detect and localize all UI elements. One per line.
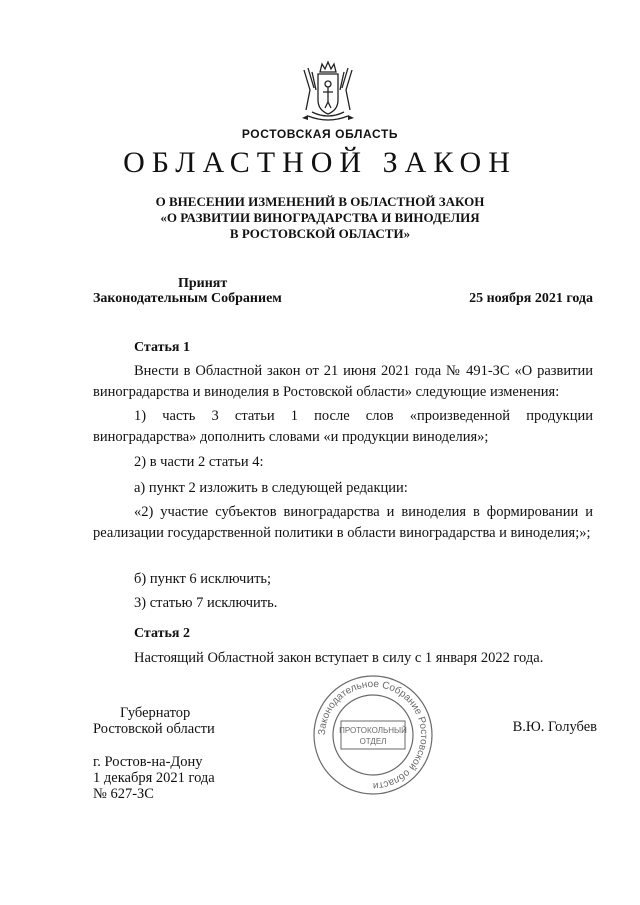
stamp-ring-text: Законодательное Собрание Ростовской области	[316, 678, 430, 792]
signatory-name: В.Ю. Голубев	[512, 719, 597, 735]
law-subtitle	[0, 194, 640, 242]
accepted-by: Законодательным Собранием	[93, 291, 282, 306]
signatory-role-line-2: Ростовской области	[93, 721, 215, 737]
document-type-title: ОБЛАСТНОЙ ЗАКОН	[123, 146, 517, 179]
coat-of-arms-icon	[298, 60, 358, 126]
article-1-title: Статья 1	[134, 340, 190, 355]
signing-place: г. Ростов-на-Дону	[93, 754, 203, 770]
signatory-role-line-1: Губернатор	[120, 705, 191, 721]
subtitle-line: «О РАЗВИТИИ ВИНОГРАДАРСТВА И ВИНОДЕЛИЯ	[160, 210, 480, 225]
article-1-item-2b: б) пункт 6 исключить;	[134, 571, 272, 587]
official-stamp	[311, 673, 435, 797]
accepted-label: Принят	[178, 276, 228, 291]
article-1-item-2a-text: «2) участие субъектов виноградарства и виноделия в формировании и реализации государственной политики в области виноградарства и виноделия;»;	[93, 504, 593, 541]
region-name: РОСТОВСКАЯ ОБЛАСТЬ	[241, 127, 399, 141]
article-1-item-1: 1) часть 3 статьи 1 после слов «произведенной продукции виноградарства» дополнить словами «и продукции виноделия»;	[93, 408, 593, 445]
subtitle-line: В РОСТОВСКОЙ ОБЛАСТИ»	[229, 226, 411, 241]
stamp-center-line-2: ОТДЕЛ	[359, 737, 387, 746]
article-2-title: Статья 2	[134, 626, 190, 641]
stamp-center-line-1: ПРОТОКОЛЬНЫЙ	[339, 726, 407, 735]
law-number: № 627-ЗС	[93, 786, 154, 802]
article-1-item-3: 3) статью 7 исключить.	[134, 595, 278, 611]
subtitle-line: О ВНЕСЕНИИ ИЗМЕНЕНИЙ В ОБЛАСТНОЙ ЗАКОН	[155, 194, 485, 209]
article-1-item-2a: а) пункт 2 изложить в следующей редакции:	[134, 480, 408, 496]
accepted-date: 25 ноября 2021 года	[469, 291, 593, 306]
article-1-item-2: 2) в части 2 статьи 4:	[134, 454, 264, 470]
signing-date: 1 декабря 2021 года	[93, 770, 215, 786]
article-1-intro: Внести в Областной закон от 21 июня 2021 года № 491-ЗС «О развитии виноградарства и виноделия в Ростовской области» следующие изменения:	[93, 363, 593, 400]
article-2-text: Настоящий Областной закон вступает в силу с 1 января 2022 года.	[134, 650, 544, 666]
